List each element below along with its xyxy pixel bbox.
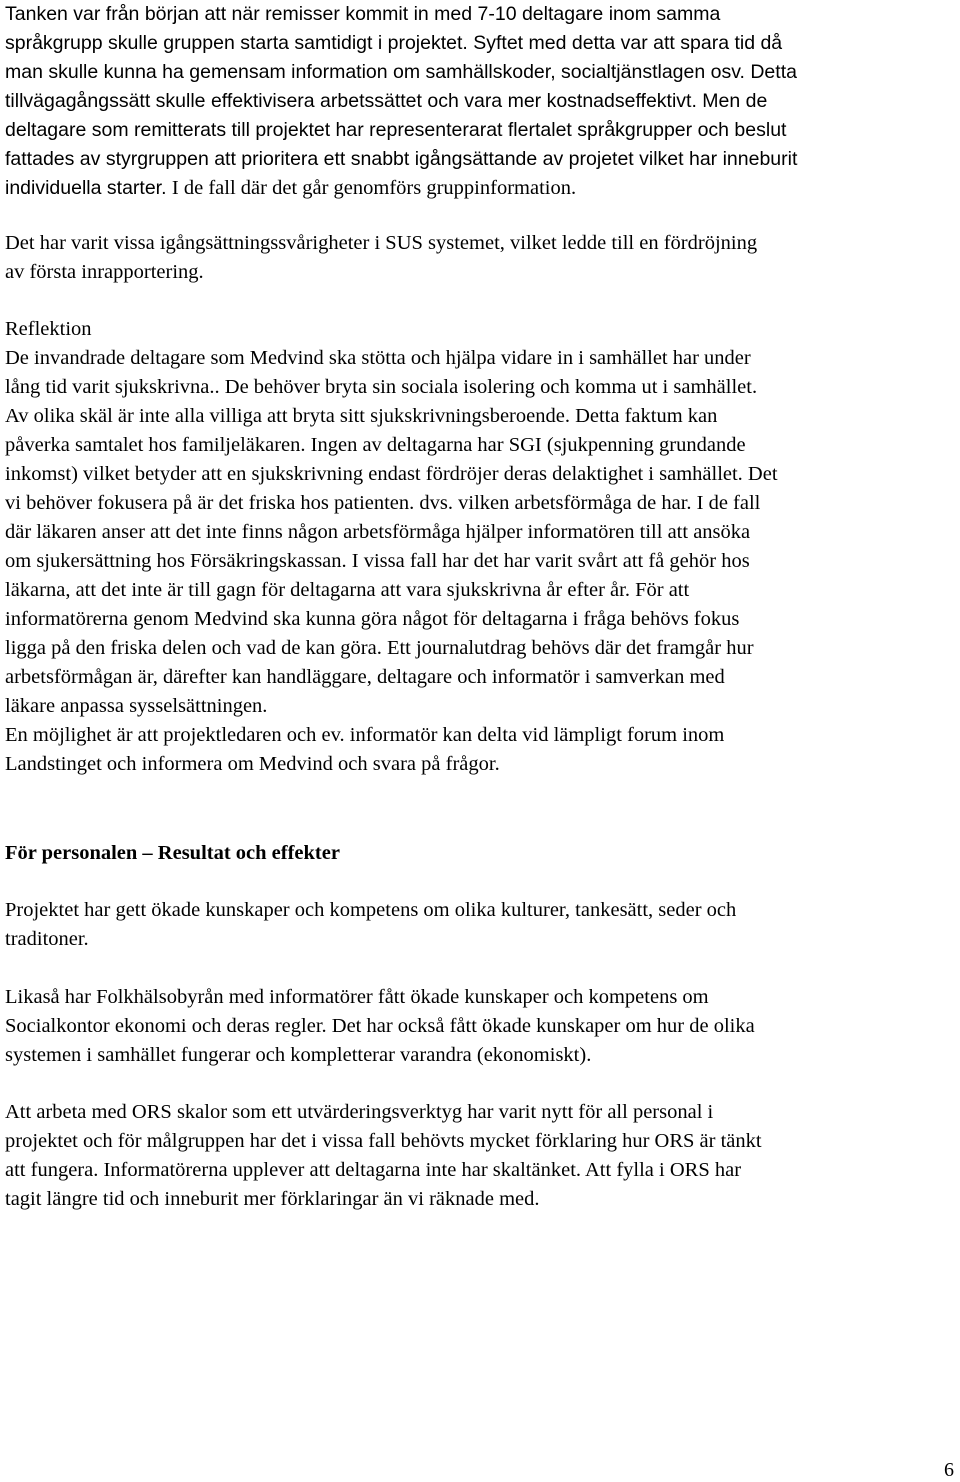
page-number: 6 (944, 1459, 954, 1481)
sus-paragraph: Det har varit vissa igångsättningssvårigheter i SUS systemet, vilket ledde till en fördröjning av första inrapportering. (5, 232, 758, 283)
personal-paragraph-1: Projektet har gett ökade kunskaper och kompetens om olika kulturer, tankesätt, seder och traditoner. (5, 899, 737, 950)
reflektion-heading: Reflektion (5, 318, 92, 340)
intro-text-sans: Tanken var från början att när remisser kommit in med 7-10 deltagare inom samma språkgrupp skulle gruppen starta samtidigt i projektet. Syftet med detta var att spara tid då man skulle kunna ha gemensam information om samhällskoder, socialtjänstlagen osv. Detta tillvägagångssätt skulle effektivisera arbetssättet och vara mer kostnadseffektivt. Men de deltagare som remitterats till projektet har representerarat flertalet språkgrupper och beslut fattades av styrgruppen att prioritera ett snabbt igångsättande av projetet vilket har inneburit individuella starter. (5, 3, 798, 199)
personal-paragraph-3: Att arbeta med ORS skalor som ett utvärderingsverktyg har varit nytt för all personal i projektet och för målgruppen har det i vissa fall behövts mycket förklaring hur ORS är tänkt att fungera. Informatörerna upplever att deltagarna inte har skaltänket. Att fylla i ORS har tagit längre tid och inneburit mer förklaringar än vi räknade med. (5, 1101, 762, 1210)
personal-paragraph-2: Likaså har Folkhälsobyrån med informatörer fått ökade kunskaper och kompetens om Socialkontor ekonomi och deras regler. Det har också fått ökade kunskaper om hur de olika systemen i samhället fungerar och kompletterar varandra (ekonomiskt). (5, 986, 755, 1066)
section-heading-personal: För personalen – Resultat och effekter (5, 842, 340, 864)
intro-text-serif: I de fall där det går genomförs gruppinformation. (171, 177, 577, 199)
reflektion-body: De invandrade deltagare som Medvind ska stötta och hjälpa vidare in i samhället har under lång tid varit sjukskrivna.. De behöver bryta sin sociala isolering och komma ut i samhället. Av olika skäl är inte alla villiga att bryta sitt sjukskrivningsberoende. Detta faktum kan påverka samtalet hos familjeläkaren. Ingen av deltagarna har SGI (sjukpenning grundande inkomst) vilket betyder att en sjukskrivning endast fördröjer deras delaktighet i samhället. Det vi behöver fokusera på är det friska hos patienten. dvs. vilken arbetsförmåga de har. I de fall där läkaren anser att det inte finns någon arbetsförmåga hjälper informatören till att ansöka om sjukersättning hos Försäkringskassan. I vissa fall har det har varit svårt att få gehör hos läkarna, att det inte är till gagn för deltagarna att vara sjukskrivna år efter år. För att informatörerna genom Medvind ska kunna göra något för deltagarna i fråga behövs fokus ligga på den friska delen och vad de kan göra. Ett journalutdrag behövs där det framgår hur arbetsförmågan är, därefter kan handläggare, deltagare och informatör i samverkan med läkare anpassa sysselsättningen. En möjlighet är att projektledaren och ev. informatör kan delta vid lämpligt forum inom Landstinget och informera om Medvind och svara på frågor. (5, 347, 778, 775)
intro-paragraph (5, 0, 797, 203)
